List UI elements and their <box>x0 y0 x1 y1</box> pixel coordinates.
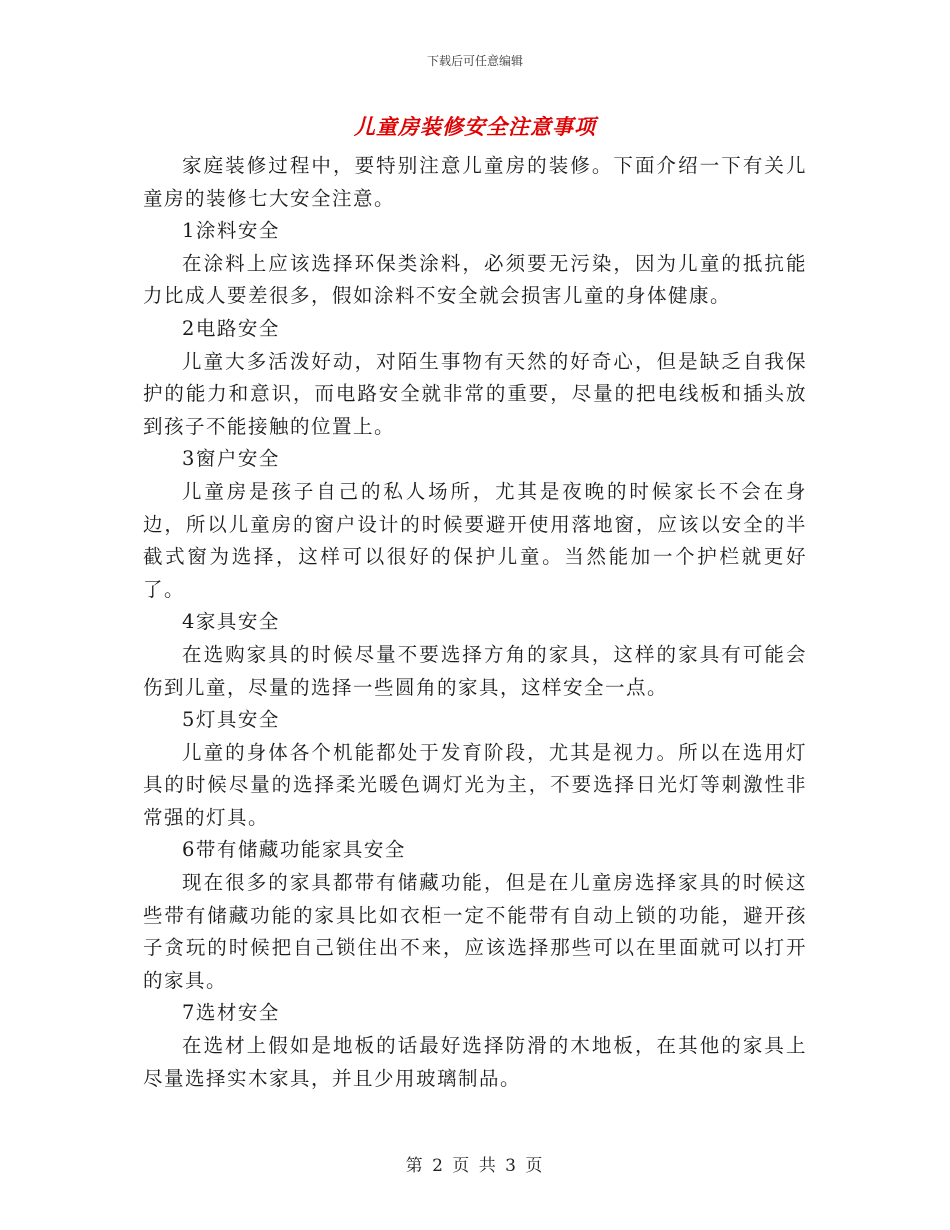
intro-paragraph: 家庭装修过程中，要特别注意儿童房的装修。下面介绍一下有关儿童房的装修七大安全注意。 <box>143 154 807 210</box>
section-text-paint: 在涂料上应该选择环保类涂料，必须要无污染，因为儿童的抵抗能力比成人要差很多，假如涂料不安全就会损害儿童的身体健康。 <box>143 251 807 308</box>
section-heading-window: 3窗户安全 <box>182 447 280 471</box>
section-text-circuit: 儿童大多活泼好动，对陌生事物有天然的好奇心，但是缺乏自我保护的能力和意识，而电路安全就非常的重要，尽量的把电线板和插头放到孩子不能接触的位置上。 <box>143 349 807 438</box>
section-heading-storage: 6带有储藏功能家具安全 <box>182 838 406 862</box>
section-text-storage: 现在很多的家具都带有储藏功能，但是在儿童房选择家具的时候这些带有储藏功能的家具比如衣柜一定不能带有自动上锁的功能，避开孩子贪玩的时候把自己锁住出不来，应该选择那些可以在里面就可以打开的家具。 <box>143 871 807 992</box>
section-text-lighting: 儿童的身体各个机能都处于发育阶段，尤其是视力。所以在选用灯具的时候尽量的选择柔光暖色调灯光为主，不要选择日光灯等刺激性非常强的灯具。 <box>143 740 807 829</box>
page-number-footer: 第 2 页 共 3 页 <box>405 1156 545 1176</box>
section-text-materials: 在选材上假如是地板的话最好选择防滑的木地板，在其他的家具上尽量选择实木家具，并且少用玻璃制品。 <box>143 1034 807 1090</box>
document-title: 儿童房装修安全注意事项 <box>354 114 596 139</box>
section-heading-materials: 7选材安全 <box>182 1001 280 1025</box>
page-header-note: 下载后可任意编辑 <box>426 54 523 68</box>
section-heading-furniture: 4家具安全 <box>182 610 280 634</box>
section-heading-paint: 1涂料安全 <box>182 219 280 243</box>
section-heading-lighting: 5灯具安全 <box>182 708 280 732</box>
section-text-furniture: 在选购家具的时候尽量不要选择方角的家具，这样的家具有可能会伤到儿童，尽量的选择一些圆角的家具，这样安全一点。 <box>143 642 807 699</box>
document-body <box>143 150 807 1095</box>
section-text-window: 儿童房是孩子自己的私人场所，尤其是夜晚的时候家长不会在身边，所以儿童房的窗户设计的时候要避开使用落地窗，应该以安全的半截式窗为选择，这样可以很好的保护儿童。当然能加一个护栏就更好了。 <box>143 479 807 601</box>
section-heading-circuit: 2电路安全 <box>182 316 280 340</box>
